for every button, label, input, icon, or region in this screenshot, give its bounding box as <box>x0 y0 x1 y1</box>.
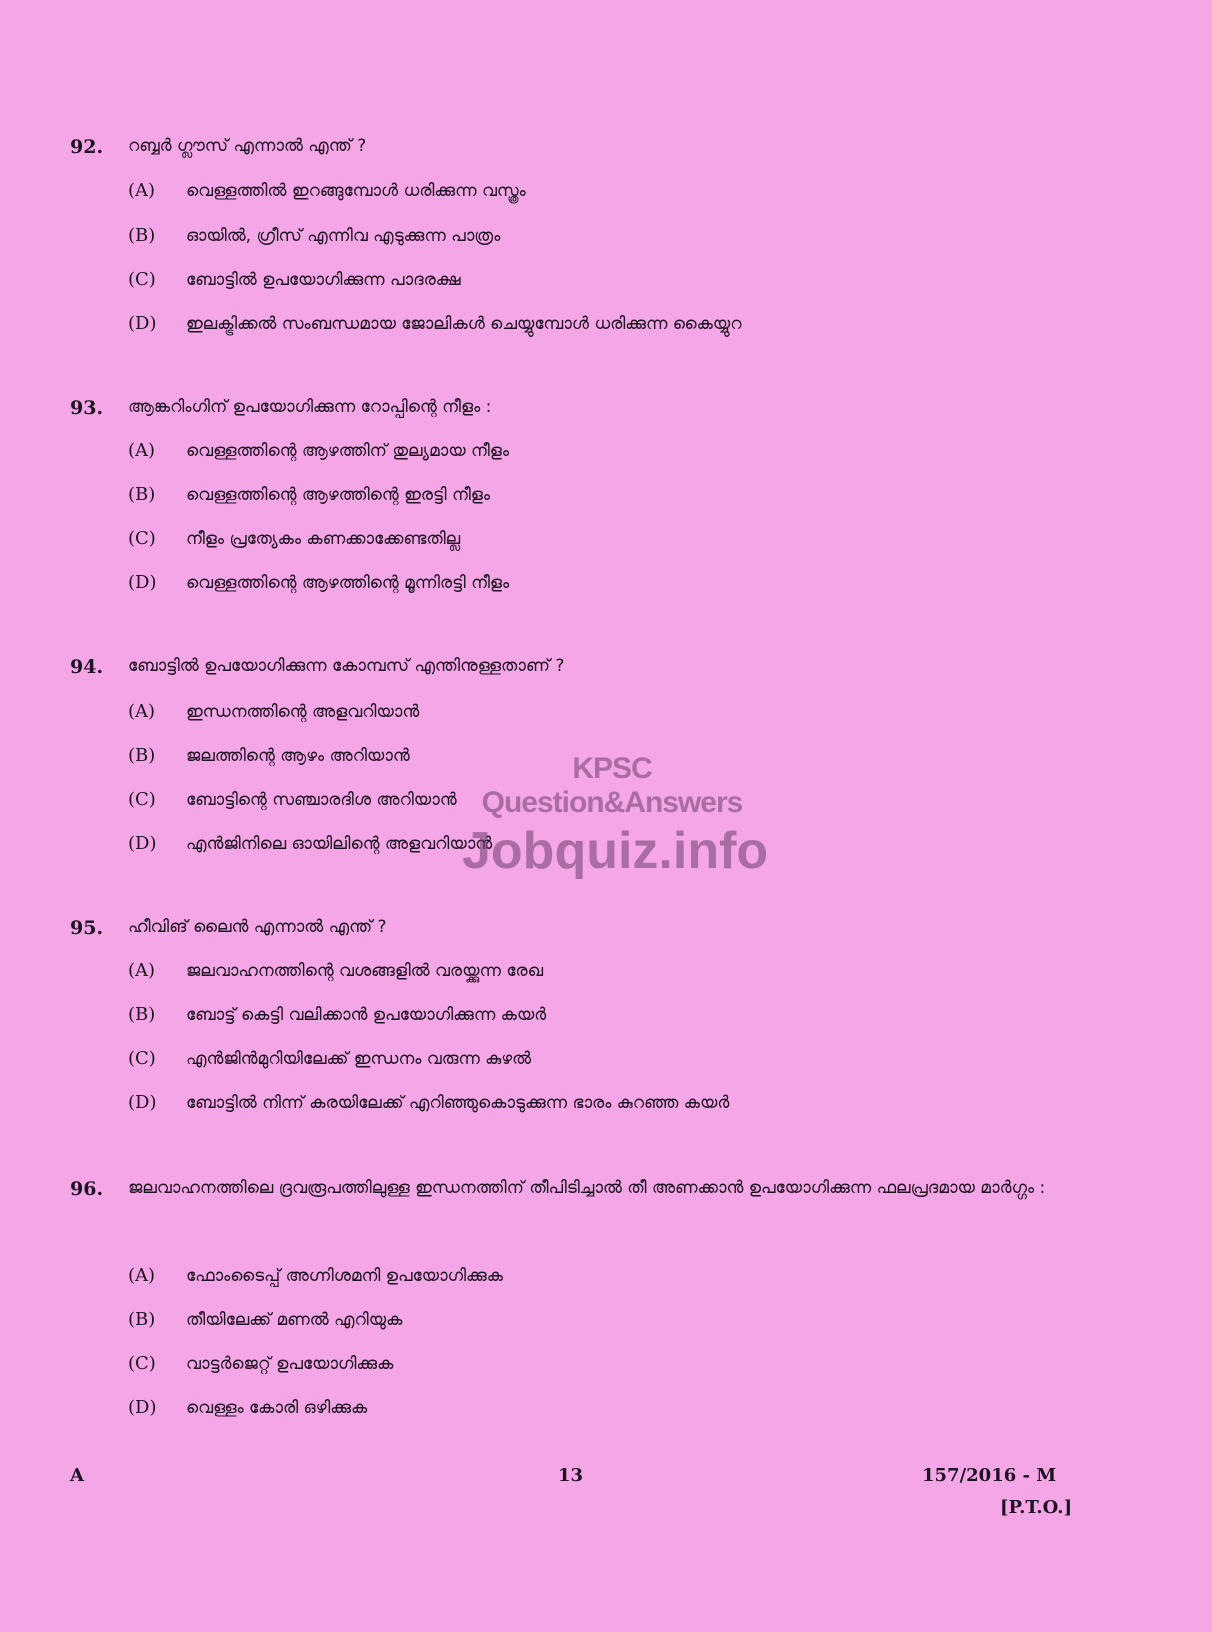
option-label: (A) <box>128 1265 156 1286</box>
option-b <box>128 484 490 514</box>
option-text: ബോട്ട് കെട്ടി വലിക്കാൻ ഉപയോഗിക്കുന്ന കയർ <box>186 1005 547 1025</box>
option-b <box>128 1004 546 1034</box>
question-text: ജലവാഹനത്തിലെ ദ്രവരൂപത്തിലുള്ള ഇന്ധനത്തിന് തീപിടിച്ചാൽ തീ അണക്കാൻ ഉപയോഗിക്കുന്ന ഫലപ്രദമായ മാർഗ്ഗം : <box>128 1178 1046 1198</box>
option-text: തീയിലേക്ക് മണൽ എറിയുക <box>186 1310 403 1330</box>
question-number: 96. <box>70 1178 104 1200</box>
option-d <box>128 313 741 343</box>
question-number: 92. <box>70 136 104 158</box>
option-text: വെള്ളത്തിൽ ഇറങ്ങുമ്പോൾ ധരിക്കുന്ന വസ്ത്രം <box>186 181 526 201</box>
option-label: (D) <box>128 313 157 334</box>
question-text: ഹീവിങ് ലൈൻ എന്നാൽ എന്ത് ? <box>128 917 387 937</box>
option-text: ഓയിൽ, ഗ്രീസ് എന്നിവ എടുക്കുന്ന പാത്രം <box>186 226 501 246</box>
option-d <box>128 833 492 863</box>
option-c <box>128 789 457 819</box>
question-text: ആങ്കറിംഗിന് ഉപയോഗിക്കുന്ന റോപ്പിന്റെ നീളം : <box>128 397 492 417</box>
option-label: (A) <box>128 180 156 201</box>
option-label: (C) <box>128 269 156 290</box>
option-label: (A) <box>128 960 156 981</box>
question-number: 94. <box>70 656 104 678</box>
watermark-line-1: KPSC Question&Answers <box>481 752 743 819</box>
option-label: (C) <box>128 528 156 549</box>
option-a <box>128 180 526 210</box>
option-text: എൻജിൻമുറിയിലേക്ക് ഇന്ധനം വരുന്ന കുഴൽ <box>186 1049 532 1069</box>
option-b <box>128 225 500 255</box>
option-label: (B) <box>128 1309 156 1330</box>
option-b <box>128 1309 402 1339</box>
footer-code: 157/2016 - M <box>922 1465 1057 1486</box>
option-text: നീളം പ്രത്യേകം കണക്കാക്കേണ്ടതില്ല <box>186 529 461 549</box>
footer-series: A <box>70 1465 84 1486</box>
option-label: (C) <box>128 1353 156 1374</box>
option-label: (D) <box>128 833 157 854</box>
footer-page-number: 13 <box>558 1465 584 1486</box>
option-text: എൻജിനിലെ ഓയിലിന്റെ അളവറിയാൻ <box>186 834 493 854</box>
option-text: വെള്ളത്തിന്റെ ആഴത്തിന്റെ ഇരട്ടി നീളം <box>186 485 491 505</box>
option-d <box>128 1092 729 1122</box>
option-text: ജലവാഹനത്തിന്റെ വശങ്ങളിൽ വരയ്ക്കുന്ന രേഖ <box>186 961 544 981</box>
option-label: (B) <box>128 1004 156 1025</box>
option-label: (C) <box>128 1048 156 1069</box>
option-text: വെള്ളം കോരി ഒഴിക്കുക <box>186 1398 368 1418</box>
option-b <box>128 745 410 775</box>
option-text: ബോട്ടിൽ ഉപയോഗിക്കുന്ന പാദരക്ഷ <box>186 270 461 290</box>
option-c <box>128 1353 393 1383</box>
footer-pto: [P.T.O.] <box>1000 1497 1073 1518</box>
question-text: റബ്ബർ ഗ്ലൗസ് എന്നാൽ എന്ത് ? <box>128 136 367 156</box>
option-text: ജലത്തിന്റെ ആഴം അറിയാൻ <box>186 746 410 766</box>
option-a <box>128 440 509 470</box>
option-label: (B) <box>128 745 156 766</box>
option-text: ഇന്ധനത്തിന്റെ അളവറിയാൻ <box>186 702 420 722</box>
option-label: (A) <box>128 701 156 722</box>
option-text: ഇലക്ട്രിക്കൽ സംബന്ധമായ ജോലികൾ ചെയ്യുമ്പോൾ ധരിക്കുന്ന കൈയ്യുറ <box>186 314 742 334</box>
option-label: (B) <box>128 225 156 246</box>
option-label: (D) <box>128 1092 157 1113</box>
option-text: ബോട്ടിൽ നിന്ന് കരയിലേക്ക് എറിഞ്ഞുകൊടുക്കുന്ന ഭാരം കുറഞ്ഞ കയർ <box>186 1093 730 1113</box>
question-number: 93. <box>70 397 104 419</box>
option-label: (A) <box>128 440 156 461</box>
option-label: (D) <box>128 1397 157 1418</box>
option-c <box>128 528 460 558</box>
option-label: (D) <box>128 572 157 593</box>
option-text: വെള്ളത്തിന്റെ ആഴത്തിന്റെ മൂന്നിരട്ടി നീളം <box>186 573 510 593</box>
option-text: ബോട്ടിന്റെ സഞ്ചാരദിശ അറിയാൻ <box>186 790 457 810</box>
option-a <box>128 1265 503 1295</box>
question-text: ബോട്ടിൽ ഉപയോഗിക്കുന്ന കോമ്പസ് എന്തിനുള്ളതാണ് ? <box>128 656 565 676</box>
option-c <box>128 269 461 299</box>
question-number: 95. <box>70 917 104 939</box>
option-a <box>128 960 543 990</box>
option-d <box>128 1397 367 1427</box>
option-label: (C) <box>128 789 156 810</box>
watermark-line-2: Jobquiz.info <box>462 822 769 880</box>
watermark <box>462 752 769 880</box>
option-d <box>128 572 509 602</box>
option-c <box>128 1048 531 1078</box>
option-a <box>128 701 419 731</box>
option-text: വാട്ടർജെറ്റ് ഉപയോഗിക്കുക <box>186 1354 394 1374</box>
option-label: (B) <box>128 484 156 505</box>
option-text: വെള്ളത്തിന്റെ ആഴത്തിന് തുല്യമായ നീളം <box>186 441 510 461</box>
option-text: ഫോംടൈപ്പ് അഗ്നിശമനി ഉപയോഗിക്കുക <box>186 1266 503 1286</box>
